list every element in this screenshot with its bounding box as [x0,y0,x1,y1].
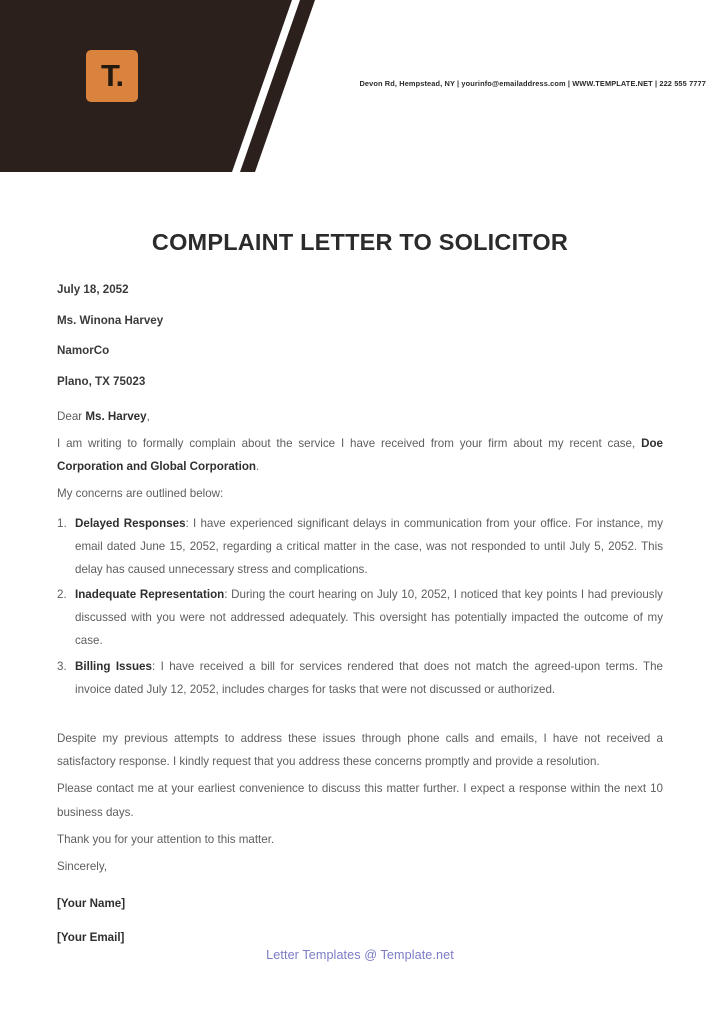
list-item-text: : I have experienced significant delays in communication from your office. For instance, my email dated June 15, 2052, regarding a critical matter in the case, was not responded to until July 5, 2052. This delay has caused unnecessary stress and complications. [75,516,664,576]
letterhead-band [0,0,720,178]
salutation-suffix: , [146,409,150,423]
list-item-heading: Billing Issues [75,659,152,673]
salutation-name: Ms. Harvey [85,409,147,423]
recipient-address: Plano, TX 75023 [57,375,146,389]
list-item-number: 1. [57,516,67,530]
list-item [57,583,663,653]
intro-text-part1: I am writing to formally complain about the service I have received from your firm about my recent case, [57,436,642,450]
signature-name-placeholder: [Your Name] [57,897,126,911]
footer-template-link[interactable]: Letter Templates @ Template.net [266,948,454,962]
brand-logo [86,50,138,102]
salutation [57,405,663,428]
closing-paragraph-3: Thank you for your attention to this matter. [57,832,275,846]
letter-content [57,228,663,947]
list-item-heading: Inadequate Representation [75,588,225,602]
signature-email-placeholder: [Your Email] [57,931,125,945]
recipient-name: Ms. Winona Harvey [57,313,164,327]
intro-case-name: Doe Corporation and Global Corporation [57,436,663,474]
closing-paragraph-1: Despite my previous attempts to address these issues through phone calls and emails, I have not received a satisfactory response. I kindly request that you address these concerns promptly and provide a resolution. [57,732,663,769]
recipient-company: NamorCo [57,344,110,358]
salutation-prefix: Dear [57,409,86,423]
list-item-body [75,588,663,647]
list-item [57,655,663,701]
sign-off: Sincerely, [57,859,108,873]
list-item-text: : I have received a bill for services rendered that does not match the agreed-upon terms. The invoice dated July 12, 2052, includes charges for tasks that were not discussed or authorized. [75,659,663,696]
intro-text-part2: . [256,460,260,474]
letterhead-dark-shape [0,0,340,178]
list-item-number: 2. [57,588,67,602]
list-item-body [75,517,663,576]
list-item-body [75,660,663,696]
page-title: COMPLAINT LETTER TO SOLICITOR [151,229,569,255]
concerns-lead-in: My concerns are outlined below: [57,487,224,501]
list-item-text: : During the court hearing on July 10, 2052, I noticed that key points I had previously discussed with you were not addressed adequately. This oversight has potentially impacted the outcome of my case. [75,588,663,648]
logo-letter-t-icon: T. [100,57,124,93]
closing-paragraph-2: Please contact me at your earliest convenience to discuss this matter further. I expect a response within the next 10 business days. [57,782,663,819]
list-item [57,512,663,582]
intro-paragraph [57,432,663,478]
list-item-heading: Delayed Responses [75,516,186,530]
letter-date: July 18, 2052 [57,283,129,297]
list-item-number: 3. [57,659,67,673]
header-contact-info: Devon Rd, Hempstead, NY | yourinfo@emailaddress.com | WWW.TEMPLATE.NET | 222 555 7777 [359,79,706,88]
concerns-list [57,512,663,702]
